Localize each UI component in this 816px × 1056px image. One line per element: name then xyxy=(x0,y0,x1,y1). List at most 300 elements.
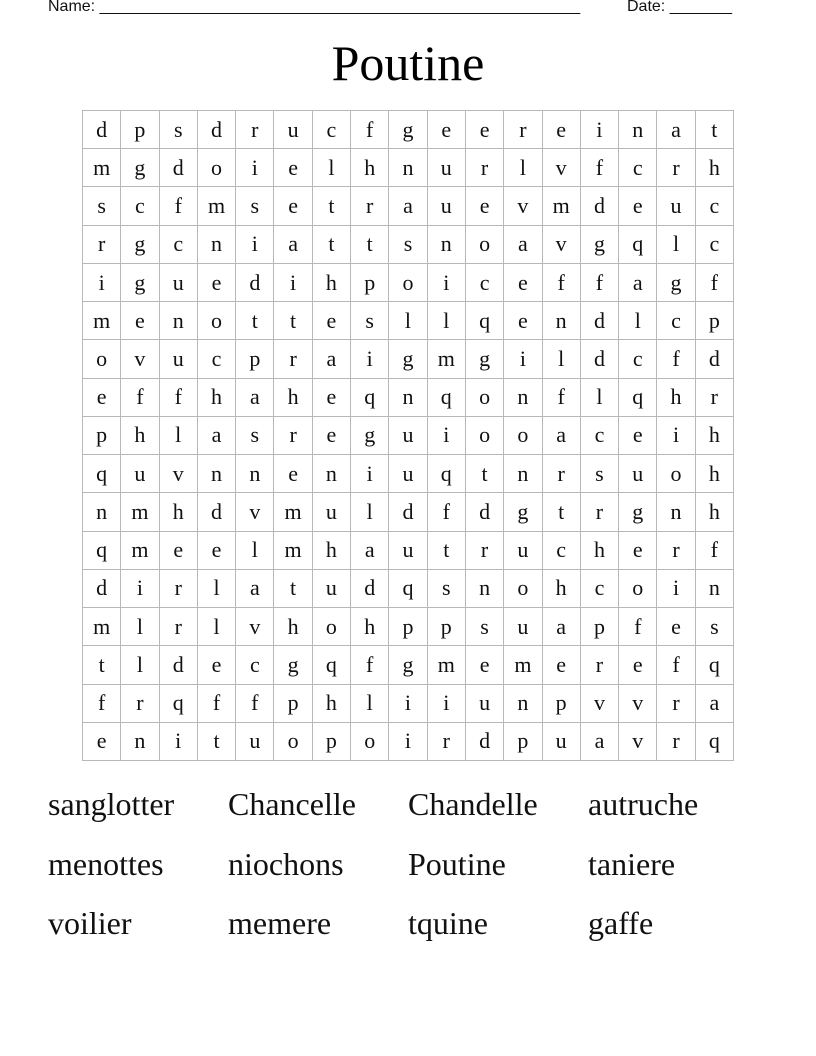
grid-cell: e xyxy=(274,187,312,225)
grid-cell: g xyxy=(389,340,427,378)
grid-cell: o xyxy=(657,455,695,493)
grid-cell: s xyxy=(83,187,121,225)
grid-cell: v xyxy=(236,493,274,531)
grid-cell: q xyxy=(160,685,198,723)
grid-cell: e xyxy=(619,532,657,570)
grid-cell: u xyxy=(313,570,351,608)
grid-cell: r xyxy=(657,532,695,570)
grid-cell: g xyxy=(351,417,389,455)
grid-cell: f xyxy=(543,264,581,302)
grid-cell: d xyxy=(83,570,121,608)
grid-cell: l xyxy=(351,493,389,531)
grid-cell: v xyxy=(581,685,619,723)
grid-cell: a xyxy=(581,723,619,761)
grid-cell: d xyxy=(351,570,389,608)
grid-cell: f xyxy=(657,646,695,684)
grid-cell: r xyxy=(504,111,542,149)
grid-cell: f xyxy=(581,264,619,302)
grid-cell: o xyxy=(466,417,504,455)
grid-cell: m xyxy=(83,608,121,646)
grid-cell: f xyxy=(83,685,121,723)
grid-cell: i xyxy=(504,340,542,378)
grid-cell: m xyxy=(428,646,466,684)
grid-cell: i xyxy=(428,264,466,302)
grid-cell: f xyxy=(160,187,198,225)
grid-cell: c xyxy=(696,187,734,225)
grid-cell: m xyxy=(504,646,542,684)
grid-cell: n xyxy=(121,723,159,761)
grid-cell: i xyxy=(351,455,389,493)
grid-cell: u xyxy=(313,493,351,531)
grid-cell: g xyxy=(121,149,159,187)
grid-cell: f xyxy=(428,493,466,531)
grid-cell: d xyxy=(466,493,504,531)
grid-cell: i xyxy=(236,226,274,264)
grid-cell: q xyxy=(313,646,351,684)
grid-cell: t xyxy=(313,187,351,225)
grid-cell: q xyxy=(428,379,466,417)
grid-cell: f xyxy=(351,111,389,149)
grid-cell: f xyxy=(543,379,581,417)
grid-cell: n xyxy=(504,455,542,493)
grid-cell: c xyxy=(543,532,581,570)
grid-cell: l xyxy=(198,608,236,646)
grid-cell: c xyxy=(619,340,657,378)
grid-cell: g xyxy=(121,226,159,264)
grid-cell: l xyxy=(160,417,198,455)
name-field-label: Name: ______________________________________________________ xyxy=(48,0,581,15)
grid-cell: s xyxy=(696,608,734,646)
grid-cell: i xyxy=(581,111,619,149)
grid-cell: r xyxy=(121,685,159,723)
grid-cell: n xyxy=(657,493,695,531)
grid-cell: u xyxy=(236,723,274,761)
grid-cell: u xyxy=(543,723,581,761)
grid-cell: d xyxy=(198,493,236,531)
grid-cell: p xyxy=(121,111,159,149)
grid-cell: l xyxy=(504,149,542,187)
grid-cell: d xyxy=(236,264,274,302)
grid-cell: c xyxy=(696,226,734,264)
grid-cell: e xyxy=(83,723,121,761)
grid-cell: l xyxy=(619,302,657,340)
grid-cell: n xyxy=(160,302,198,340)
grid-cell: i xyxy=(274,264,312,302)
grid-cell: l xyxy=(543,340,581,378)
grid-cell: r xyxy=(274,340,312,378)
grid-cell: f xyxy=(581,149,619,187)
grid-cell: n xyxy=(466,570,504,608)
grid-cell: m xyxy=(83,149,121,187)
grid-cell: i xyxy=(236,149,274,187)
grid-cell: r xyxy=(657,685,695,723)
grid-cell: f xyxy=(696,264,734,302)
grid-cell: l xyxy=(121,608,159,646)
grid-cell: r xyxy=(274,417,312,455)
grid-cell: i xyxy=(657,417,695,455)
grid-cell: u xyxy=(389,417,427,455)
grid-cell: g xyxy=(389,646,427,684)
grid-cell: o xyxy=(504,417,542,455)
grid-cell: d xyxy=(581,340,619,378)
grid-cell: f xyxy=(121,379,159,417)
grid-cell: h xyxy=(696,417,734,455)
grid-cell: s xyxy=(160,111,198,149)
grid-cell: a xyxy=(657,111,695,149)
grid-cell: a xyxy=(619,264,657,302)
grid-cell: e xyxy=(198,264,236,302)
grid-cell: c xyxy=(581,570,619,608)
grid-cell: e xyxy=(198,532,236,570)
grid-cell: o xyxy=(313,608,351,646)
grid-cell: c xyxy=(657,302,695,340)
grid-cell: a xyxy=(543,608,581,646)
grid-cell: n xyxy=(543,302,581,340)
grid-cell: p xyxy=(389,608,427,646)
grid-cell: r xyxy=(428,723,466,761)
word-bank-item: niochons xyxy=(228,845,344,882)
grid-cell: p xyxy=(696,302,734,340)
grid-cell: a xyxy=(389,187,427,225)
grid-cell: n xyxy=(696,570,734,608)
grid-cell: c xyxy=(198,340,236,378)
grid-cell: q xyxy=(619,379,657,417)
grid-cell: e xyxy=(466,187,504,225)
grid-cell: h xyxy=(696,149,734,187)
grid-cell: c xyxy=(121,187,159,225)
grid-cell: r xyxy=(657,723,695,761)
grid-cell: n xyxy=(619,111,657,149)
word-bank-item: gaffe xyxy=(588,905,654,941)
grid-cell: g xyxy=(466,340,504,378)
grid-cell: i xyxy=(428,685,466,723)
grid-cell: o xyxy=(274,723,312,761)
grid-cell: t xyxy=(428,532,466,570)
grid-cell: o xyxy=(466,226,504,264)
grid-cell: f xyxy=(160,379,198,417)
grid-cell: p xyxy=(428,608,466,646)
grid-cell: c xyxy=(619,149,657,187)
grid-cell: g xyxy=(581,226,619,264)
grid-cell: q xyxy=(83,532,121,570)
grid-cell: e xyxy=(274,455,312,493)
grid-cell: p xyxy=(313,723,351,761)
grid-cell: l xyxy=(581,379,619,417)
grid-cell: c xyxy=(160,226,198,264)
word-bank-item: voilier xyxy=(48,905,132,941)
grid-cell: h xyxy=(274,379,312,417)
grid-cell: h xyxy=(121,417,159,455)
grid-cell: e xyxy=(543,646,581,684)
grid-cell: e xyxy=(274,149,312,187)
grid-cell: s xyxy=(428,570,466,608)
grid-cell: e xyxy=(504,302,542,340)
word-bank-item: autruche xyxy=(588,786,699,822)
grid-cell: p xyxy=(504,723,542,761)
grid-cell: e xyxy=(313,302,351,340)
grid-cell: h xyxy=(581,532,619,570)
grid-cell: n xyxy=(83,493,121,531)
grid-cell: a xyxy=(351,532,389,570)
grid-cell: f xyxy=(696,532,734,570)
grid-cell: q xyxy=(466,302,504,340)
grid-cell: g xyxy=(121,264,159,302)
grid-cell: e xyxy=(619,417,657,455)
grid-cell: u xyxy=(389,532,427,570)
grid-cell: t xyxy=(313,226,351,264)
grid-cell: u xyxy=(389,455,427,493)
word-bank xyxy=(48,782,768,961)
grid-cell: r xyxy=(160,570,198,608)
word-bank-item: sanglotter xyxy=(48,786,175,822)
grid-cell: e xyxy=(504,264,542,302)
grid-cell: e xyxy=(657,608,695,646)
grid-cell: f xyxy=(657,340,695,378)
grid-cell: m xyxy=(428,340,466,378)
grid-cell: p xyxy=(581,608,619,646)
grid-cell: n xyxy=(389,379,427,417)
grid-cell: p xyxy=(83,417,121,455)
grid-cell: d xyxy=(198,111,236,149)
grid-cell: e xyxy=(313,379,351,417)
grid-cell: r xyxy=(83,226,121,264)
grid-cell: l xyxy=(236,532,274,570)
grid-cell: d xyxy=(696,340,734,378)
grid-cell: g xyxy=(619,493,657,531)
word-bank-item: taniere xyxy=(588,845,676,882)
grid-cell: e xyxy=(121,302,159,340)
grid-cell: v xyxy=(543,149,581,187)
grid-cell: t xyxy=(198,723,236,761)
grid-cell: f xyxy=(236,685,274,723)
grid-cell: e xyxy=(313,417,351,455)
grid-cell: s xyxy=(351,302,389,340)
grid-cell: r xyxy=(657,149,695,187)
grid-cell: u xyxy=(160,340,198,378)
grid-cell: i xyxy=(83,264,121,302)
grid-cell: i xyxy=(351,340,389,378)
grid-cell: e xyxy=(160,532,198,570)
grid-cell: i xyxy=(657,570,695,608)
grid-cell: h xyxy=(313,532,351,570)
grid-cell: e xyxy=(619,646,657,684)
grid-cell: n xyxy=(504,379,542,417)
page-title: Poutine xyxy=(331,35,485,91)
grid-cell: h xyxy=(696,493,734,531)
grid-cell: n xyxy=(198,455,236,493)
grid-cell: m xyxy=(121,532,159,570)
grid-cell: i xyxy=(428,417,466,455)
grid-cell: c xyxy=(313,111,351,149)
grid-cell: o xyxy=(504,570,542,608)
grid-cell: m xyxy=(543,187,581,225)
grid-cell: v xyxy=(543,226,581,264)
grid-cell: l xyxy=(657,226,695,264)
grid-cell: a xyxy=(543,417,581,455)
grid-cell: u xyxy=(504,608,542,646)
grid-cell: r xyxy=(581,493,619,531)
grid-cell: v xyxy=(504,187,542,225)
grid-cell: l xyxy=(121,646,159,684)
grid-cell: m xyxy=(274,493,312,531)
grid-cell: h xyxy=(657,379,695,417)
grid-cell: m xyxy=(274,532,312,570)
grid-cell: l xyxy=(389,302,427,340)
grid-cell: q xyxy=(389,570,427,608)
word-bank-item: Chancelle xyxy=(228,786,356,822)
grid-cell: q xyxy=(696,646,734,684)
grid-cell: g xyxy=(504,493,542,531)
grid-cell: n xyxy=(198,226,236,264)
grid-cell: n xyxy=(428,226,466,264)
grid-cell: n xyxy=(389,149,427,187)
grid-cell: v xyxy=(236,608,274,646)
grid-cell: m xyxy=(198,187,236,225)
grid-cell: h xyxy=(543,570,581,608)
grid-cell: e xyxy=(619,187,657,225)
grid-cell: h xyxy=(696,455,734,493)
word-search-grid xyxy=(82,110,734,761)
grid-cell: l xyxy=(198,570,236,608)
grid-cell: a xyxy=(504,226,542,264)
grid-cell: q xyxy=(428,455,466,493)
grid-cell: p xyxy=(274,685,312,723)
grid-cell: o xyxy=(389,264,427,302)
grid-cell: d xyxy=(466,723,504,761)
grid-cell: r xyxy=(466,532,504,570)
grid-cell: o xyxy=(83,340,121,378)
grid-cell: h xyxy=(313,264,351,302)
grid-cell: d xyxy=(83,111,121,149)
grid-cell: s xyxy=(236,187,274,225)
word-bank-item: tquine xyxy=(408,905,488,941)
grid-cell: v xyxy=(619,723,657,761)
grid-cell: p xyxy=(236,340,274,378)
grid-cell: o xyxy=(351,723,389,761)
word-bank-item: memere xyxy=(228,905,332,941)
grid-cell: m xyxy=(121,493,159,531)
grid-cell: g xyxy=(657,264,695,302)
grid-cell: v xyxy=(121,340,159,378)
grid-cell: h xyxy=(351,608,389,646)
grid-cell: o xyxy=(198,149,236,187)
grid-cell: i xyxy=(160,723,198,761)
grid-cell: o xyxy=(198,302,236,340)
grid-cell: h xyxy=(198,379,236,417)
grid-cell: i xyxy=(389,723,427,761)
grid-cell: t xyxy=(696,111,734,149)
grid-cell: e xyxy=(466,646,504,684)
grid-cell: u xyxy=(619,455,657,493)
grid-cell: u xyxy=(428,187,466,225)
grid-cell: d xyxy=(160,149,198,187)
grid-cell: u xyxy=(428,149,466,187)
grid-cell: s xyxy=(466,608,504,646)
grid-cell: n xyxy=(236,455,274,493)
grid-cell: i xyxy=(389,685,427,723)
grid-cell: t xyxy=(543,493,581,531)
grid-cell: a xyxy=(236,379,274,417)
grid-cell: q xyxy=(619,226,657,264)
grid-cell: r xyxy=(236,111,274,149)
grid-cell: r xyxy=(543,455,581,493)
grid-cell: t xyxy=(351,226,389,264)
grid-cell: h xyxy=(160,493,198,531)
grid-cell: e xyxy=(466,111,504,149)
grid-cell: d xyxy=(581,302,619,340)
grid-cell: v xyxy=(619,685,657,723)
grid-cell: q xyxy=(696,723,734,761)
grid-cell: h xyxy=(351,149,389,187)
grid-cell: d xyxy=(581,187,619,225)
grid-cell: h xyxy=(313,685,351,723)
grid-cell: o xyxy=(619,570,657,608)
grid-cell: a xyxy=(313,340,351,378)
grid-cell: l xyxy=(313,149,351,187)
grid-cell: u xyxy=(160,264,198,302)
grid-cell: q xyxy=(351,379,389,417)
word-bank-item: menottes xyxy=(48,845,164,882)
grid-cell: t xyxy=(466,455,504,493)
grid-cell: t xyxy=(274,570,312,608)
grid-cell: t xyxy=(274,302,312,340)
grid-cell: f xyxy=(198,685,236,723)
grid-cell: f xyxy=(351,646,389,684)
grid-cell: c xyxy=(236,646,274,684)
grid-cell: a xyxy=(236,570,274,608)
word-bank-item: Poutine xyxy=(408,845,506,882)
grid-cell: u xyxy=(504,532,542,570)
grid-cell: a xyxy=(696,685,734,723)
grid-cell: r xyxy=(351,187,389,225)
grid-cell: u xyxy=(121,455,159,493)
grid-cell: h xyxy=(274,608,312,646)
grid-cell: e xyxy=(428,111,466,149)
grid-cell: g xyxy=(274,646,312,684)
grid-cell: l xyxy=(428,302,466,340)
grid-cell: r xyxy=(160,608,198,646)
grid-cell: t xyxy=(236,302,274,340)
grid-cell: e xyxy=(83,379,121,417)
grid-cell: d xyxy=(389,493,427,531)
grid-cell: t xyxy=(83,646,121,684)
word-bank-item: Chandelle xyxy=(408,786,538,822)
grid-cell: g xyxy=(389,111,427,149)
grid-cell: i xyxy=(121,570,159,608)
grid-cell: s xyxy=(581,455,619,493)
grid-cell: f xyxy=(619,608,657,646)
grid-cell: u xyxy=(274,111,312,149)
grid-cell: l xyxy=(351,685,389,723)
grid-cell: d xyxy=(160,646,198,684)
grid-cell: v xyxy=(160,455,198,493)
grid-cell: s xyxy=(236,417,274,455)
grid-cell: r xyxy=(581,646,619,684)
grid-cell: n xyxy=(313,455,351,493)
grid-cell: o xyxy=(466,379,504,417)
grid-cell: p xyxy=(351,264,389,302)
grid-cell: s xyxy=(389,226,427,264)
grid-cell: p xyxy=(543,685,581,723)
grid-cell: m xyxy=(83,302,121,340)
grid-cell: u xyxy=(466,685,504,723)
grid-cell: u xyxy=(657,187,695,225)
grid-cell: q xyxy=(83,455,121,493)
grid-cell: a xyxy=(198,417,236,455)
grid-cell: e xyxy=(543,111,581,149)
grid-cell: n xyxy=(504,685,542,723)
date-field-label: Date: _______ xyxy=(627,0,732,15)
